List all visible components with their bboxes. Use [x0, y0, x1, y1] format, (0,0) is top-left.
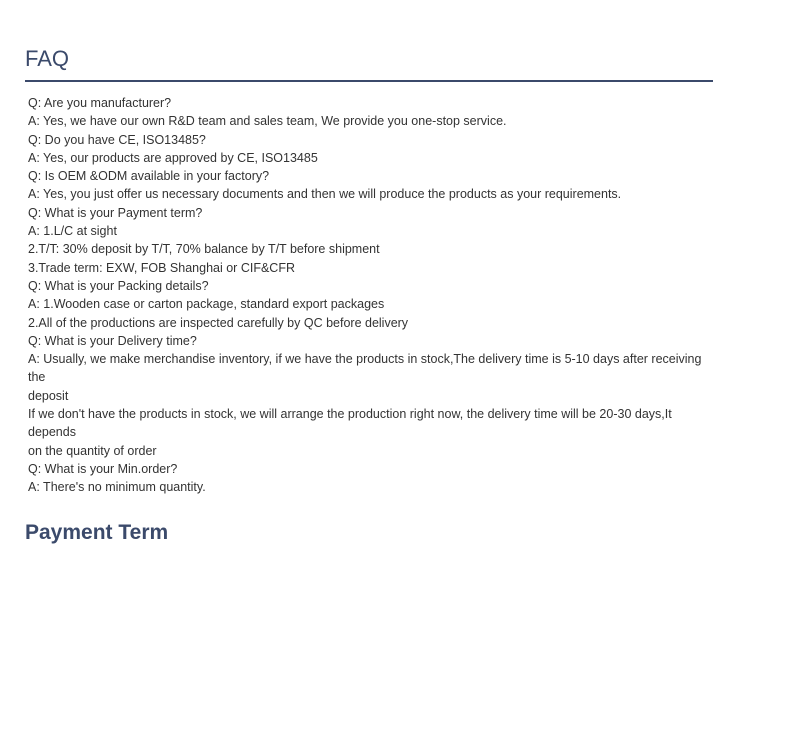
- faq-divider: [25, 80, 713, 82]
- faq-question: Q: What is your Delivery time?: [28, 333, 197, 348]
- faq-title: FAQ: [25, 46, 70, 71]
- faq-question: Q: Are you manufacturer?: [28, 96, 172, 110]
- faq-answer-line: 2.All of the productions are inspected carefully by QC before delivery: [28, 315, 409, 330]
- faq-question: Q: What is your Packing details?: [28, 278, 209, 293]
- faq-answer-line: on the quantity of order: [28, 443, 157, 458]
- faq-answer-line: 2.T/T: 30% deposit by T/T, 70% balance by T/T before shipment: [28, 242, 380, 257]
- faq-answer: A: 1.Wooden case or carton package, standard export packages: [28, 297, 385, 312]
- faq-body: [28, 94, 708, 497]
- faq-answer: A: There's no minimum quantity.: [28, 480, 206, 495]
- faq-section: [25, 40, 713, 82]
- faq-answer: A: Yes, our products are approved by CE, ISO13485: [28, 150, 318, 165]
- faq-answer-line: 3.Trade term: EXW, FOB Shanghai or CIF&CFR: [28, 260, 295, 275]
- faq-question: Q: What is your Payment term?: [28, 205, 203, 220]
- faq-question: Q: Do you have CE, ISO13485?: [28, 132, 206, 147]
- payment-term-section: [25, 518, 325, 544]
- faq-answer: A: Yes, you just offer us necessary documents and then we will produce the products as your requirements.: [28, 187, 622, 202]
- faq-question: Q: What is your Min.order?: [28, 461, 178, 476]
- faq-question: Q: Is OEM &ODM available in your factory?: [28, 169, 270, 184]
- faq-answer-line: If we don't have the products in stock, we will arrange the production right now, the delivery time will be 20-30 days,It depends: [28, 407, 676, 440]
- payment-term-title: Payment Term: [25, 521, 169, 544]
- faq-answer: A: Usually, we make merchandise inventory, if we have the products in stock,The delivery time is 5-10 days after receiving the: [28, 352, 705, 385]
- faq-answer: A: 1.L/C at sight: [28, 224, 117, 239]
- faq-answer-line: deposit: [28, 388, 69, 403]
- faq-answer: A: Yes, we have our own R&D team and sales team, We provide you one-stop service.: [28, 114, 507, 129]
